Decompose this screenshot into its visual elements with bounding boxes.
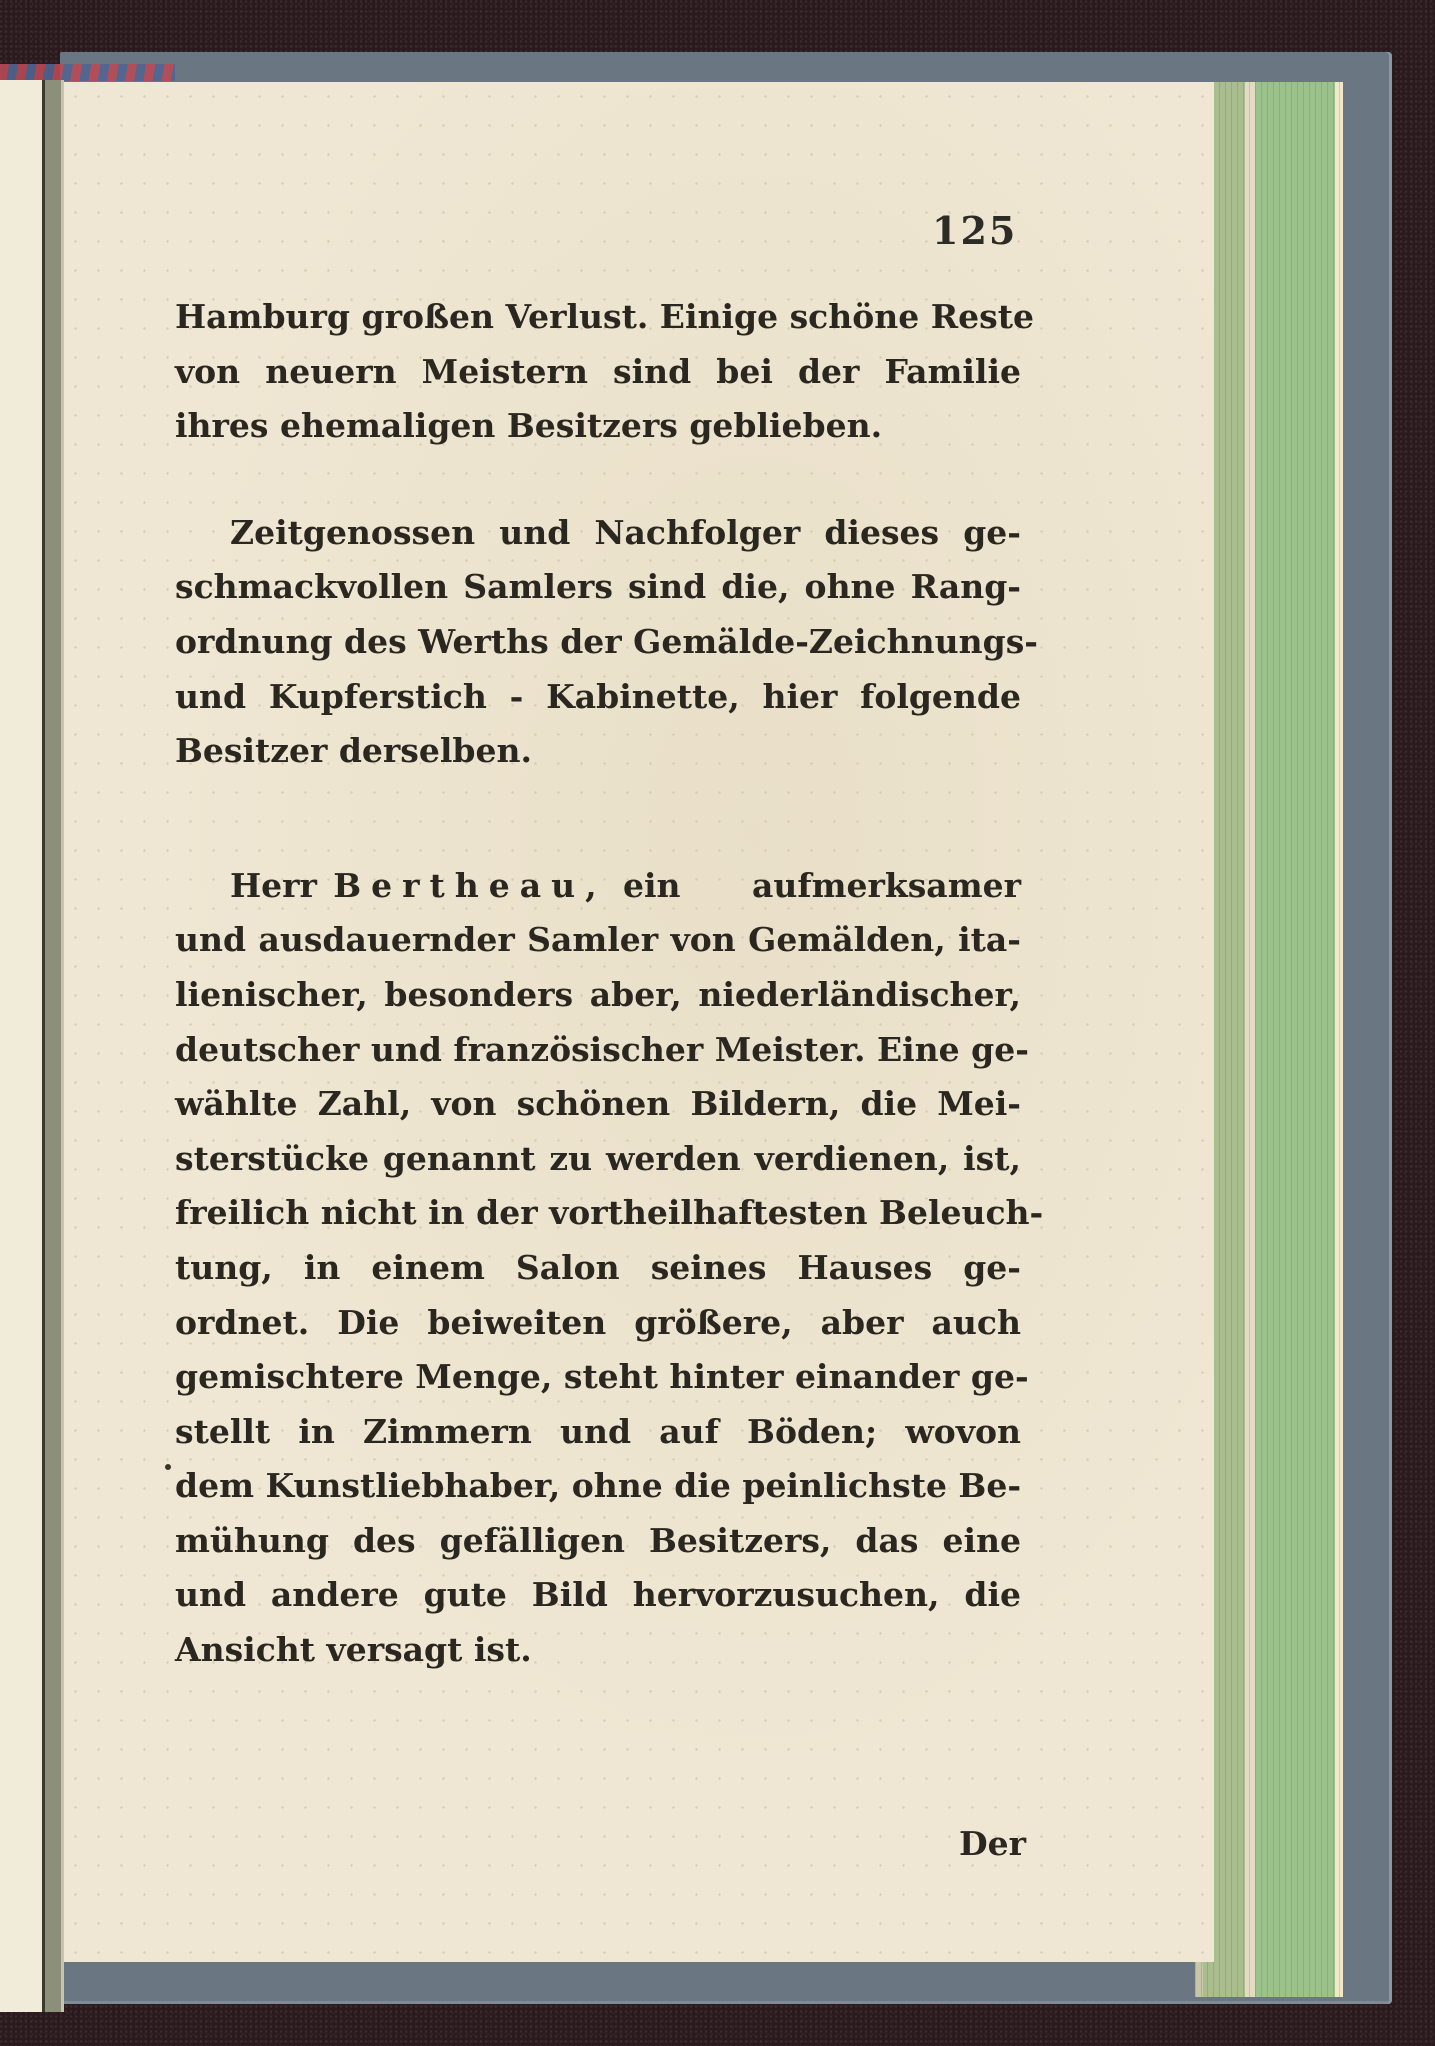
text-line: tung, in einem Salon seines Hauses ge-: [175, 1247, 1021, 1287]
text-line: stellt in Zimmern und auf Böden; wovon: [175, 1411, 1021, 1451]
text-line: lienischer, besonders aber, niederländischer,: [175, 974, 1021, 1014]
book-page: [64, 82, 1214, 1962]
paragraph: [175, 290, 1034, 454]
text-fragment: ein aufmerksamer: [622, 865, 1021, 905]
text-line: gemischtere Menge, steht hinter einander ge-: [175, 1357, 1029, 1397]
paragraph: [175, 859, 1044, 1678]
text-line: deutscher und französischer Meister. Eine ge-: [175, 1029, 1029, 1069]
text-line: und Kupferstich - Kabinette, hier folgende: [175, 676, 1021, 716]
headband: [0, 64, 175, 81]
left-page-edge: [0, 80, 42, 2012]
text-line: [175, 859, 1021, 914]
text-line: sterstücke genannt zu werden verdienen, ist,: [175, 1138, 1021, 1178]
text-line: Besitzer derselben.: [175, 731, 532, 771]
text-line: Ansicht versagt ist.: [175, 1630, 532, 1670]
text-line: mühung des gefälligen Besitzers, das eine: [175, 1520, 1021, 1560]
text-line: freilich nicht in der vortheilhaftesten Beleuch-: [175, 1193, 1044, 1233]
page-body-text: [175, 290, 1044, 1678]
text-line: und ausdauernder Samler von Gemälden, ita-: [175, 920, 1021, 960]
text-line: ordnung des Werths der Gemälde-Zeichnungs-: [175, 621, 1038, 661]
catchword: Der: [959, 1824, 1026, 1863]
text-line: und andere gute Bild hervorzusuchen, die: [175, 1575, 1021, 1615]
page-number: 125: [932, 208, 1018, 253]
paragraph: [175, 506, 1038, 779]
text-line: ordnet. Die beiweiten größere, aber auch: [175, 1302, 1021, 1342]
text-line: Hamburg großen Verlust. Einige schöne Reste: [175, 297, 1034, 336]
book-gutter: [42, 80, 64, 2012]
text-line: Zeitgenossen und Nachfolger dieses ge-: [230, 512, 1021, 552]
text-line: dem Kunstliebhaber, ohne die peinlichste Be-: [175, 1466, 1022, 1506]
collector-name: Bertheau,: [333, 865, 607, 905]
text-line: wählte Zahl, von schönen Bildern, die Mei-: [175, 1084, 1021, 1124]
page-edges-stack: [1195, 82, 1343, 1997]
text-line: von neuern Meistern sind bei der Familie: [175, 351, 1021, 391]
text-line: schmackvollen Samlers sind die, ohne Rang-: [175, 567, 1021, 607]
name-prefix: Herr: [230, 865, 317, 905]
margin-mark: [165, 1464, 171, 1470]
text-line: ihres ehemaligen Besitzers geblieben.: [175, 406, 883, 446]
